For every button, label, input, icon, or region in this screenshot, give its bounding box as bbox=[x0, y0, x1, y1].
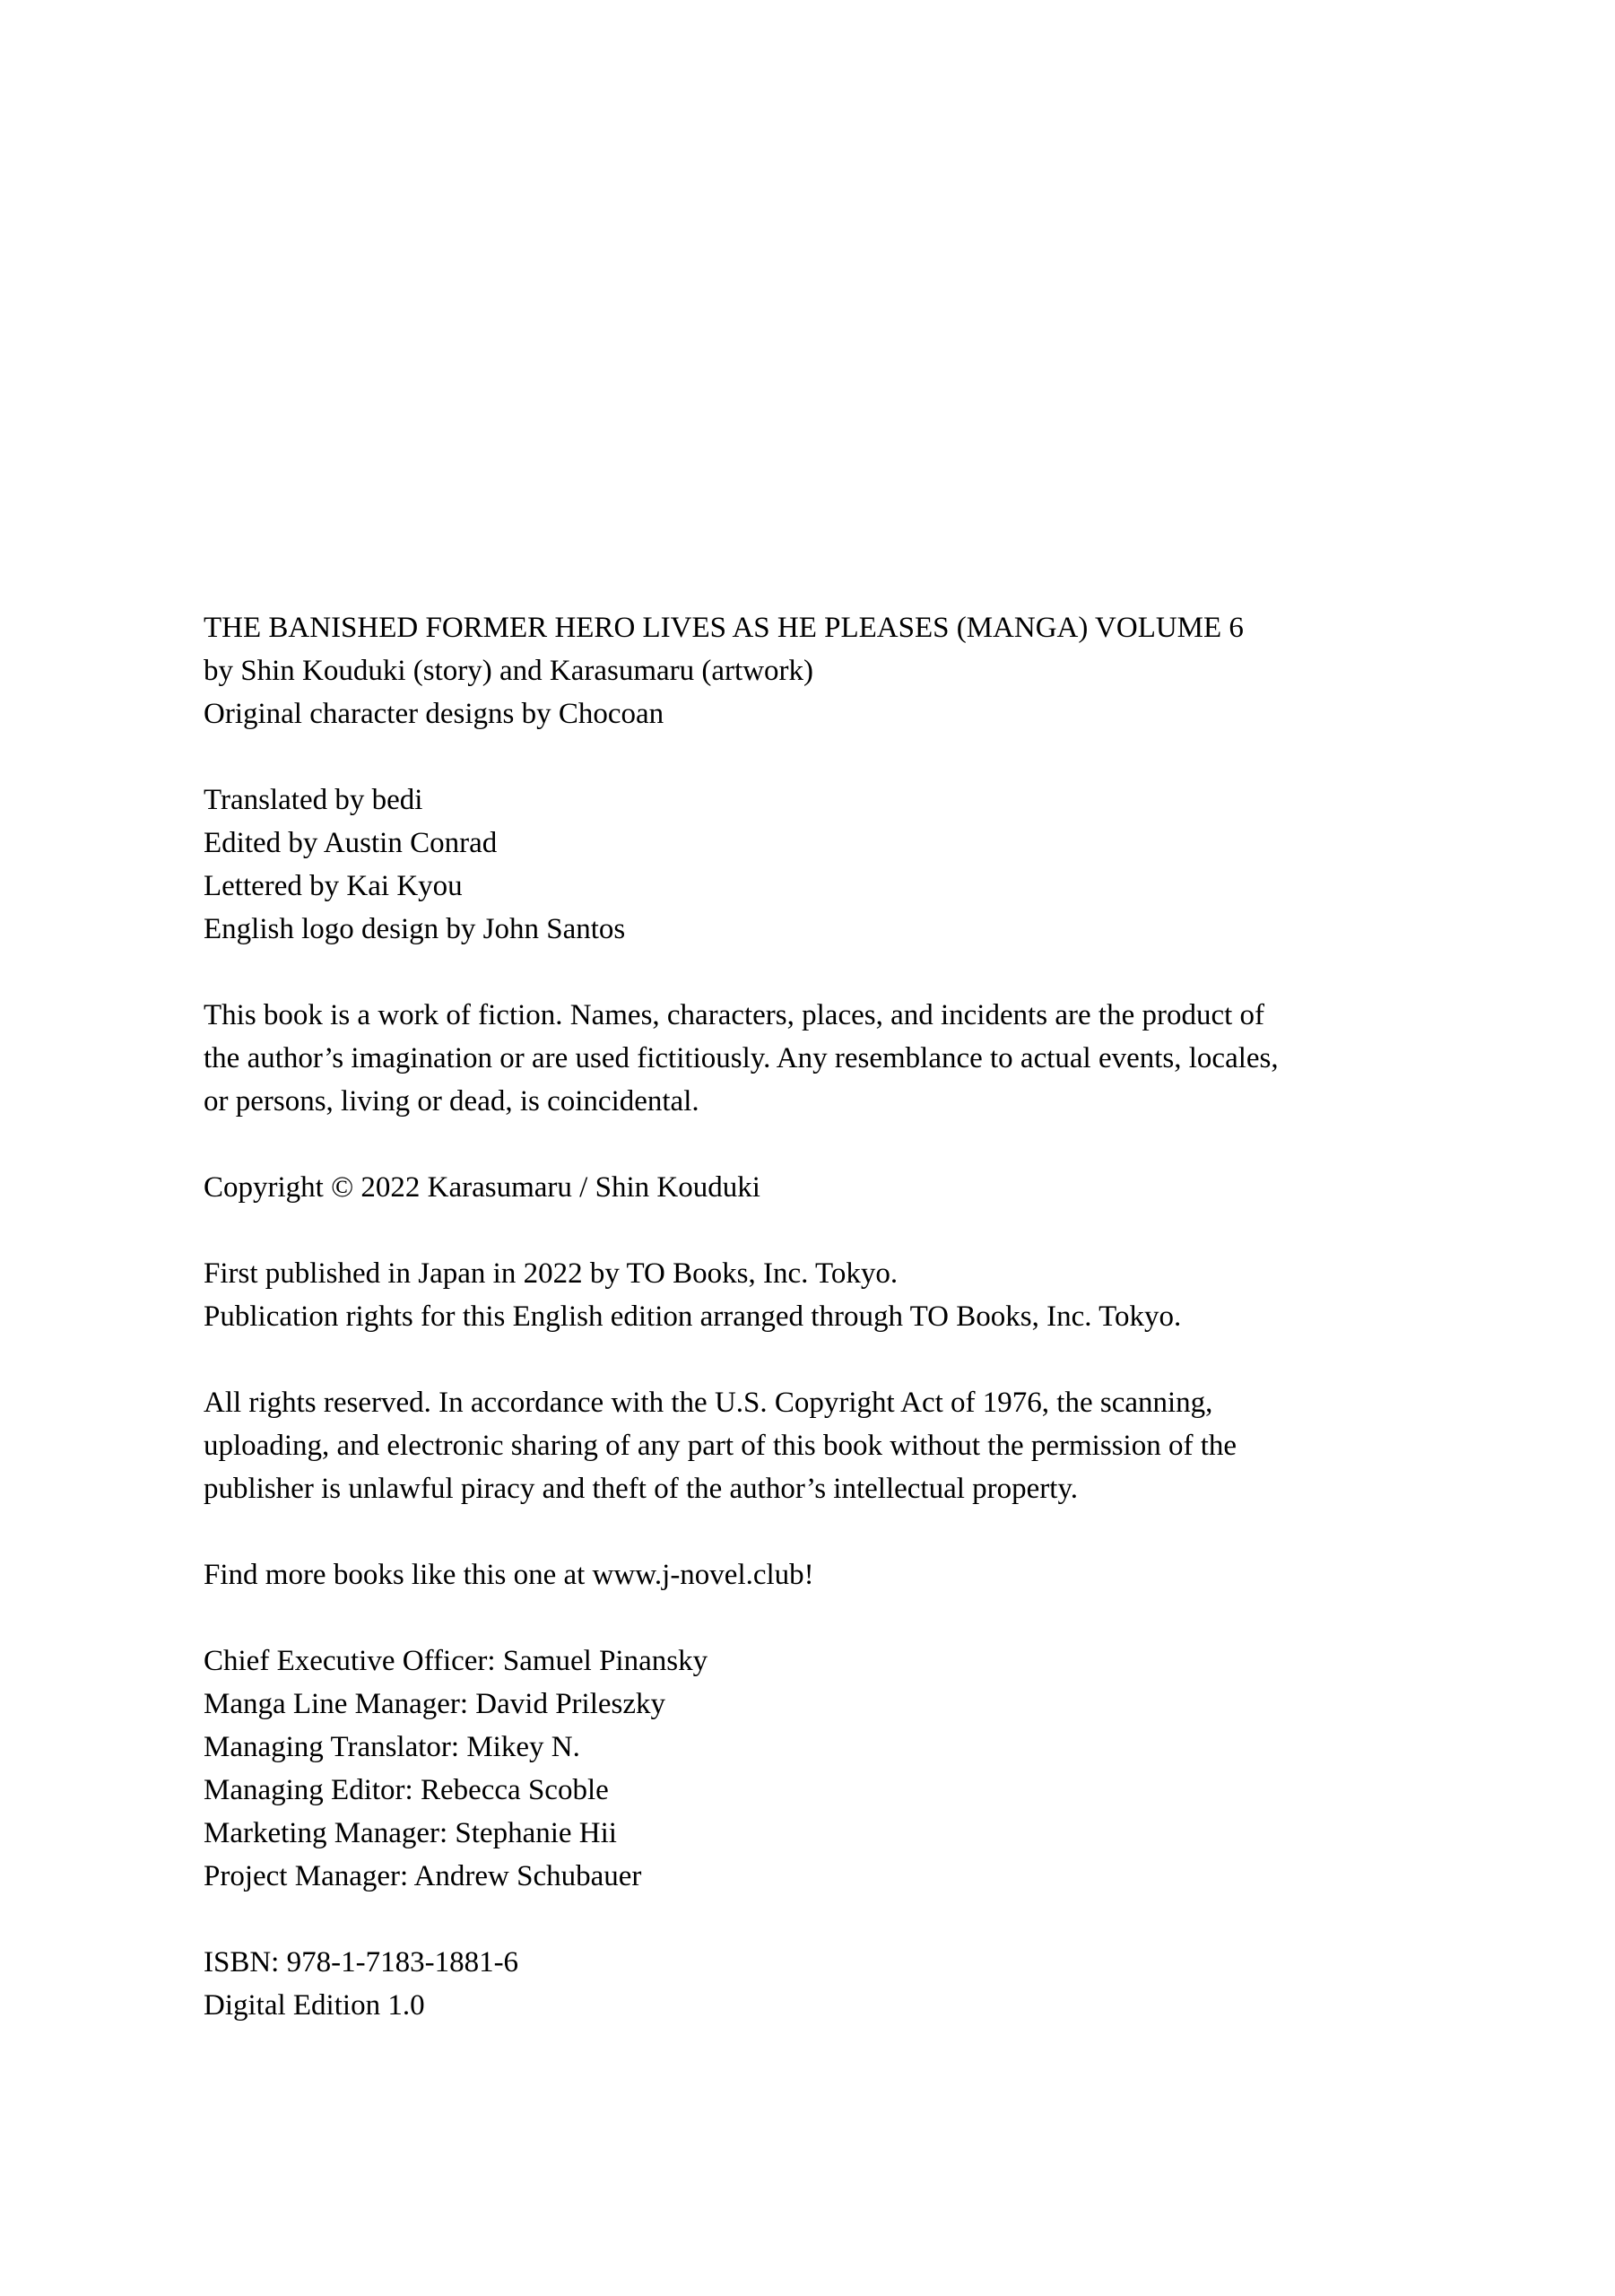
text-line: publisher is unlawful piracy and theft of the author’s intellectual property. bbox=[204, 1473, 1079, 1505]
paragraph-find-more-books bbox=[204, 1553, 1522, 1596]
text-line: All rights reserved. In accordance with the U.S. Copyright Act of 1976, the scanning, bbox=[204, 1387, 1213, 1419]
paragraph-staff-list bbox=[204, 1639, 1522, 1898]
text-line: Copyright © 2022 Karasumaru / Shin Kouduki bbox=[204, 1171, 760, 1204]
text-line: Lettered by Kai Kyou bbox=[204, 870, 463, 902]
text-line: Translated by bedi bbox=[204, 784, 423, 816]
text-line: Managing Editor: Rebecca Scoble bbox=[204, 1774, 609, 1806]
paragraph-rights-notice bbox=[204, 1381, 1522, 1510]
text-line: This book is a work of fiction. Names, characters, places, and incidents are the product of bbox=[204, 999, 1265, 1031]
paragraph-copyright-line bbox=[204, 1166, 1522, 1209]
text-line: Project Manager: Andrew Schubauer bbox=[204, 1860, 642, 1892]
paragraph-fiction-disclaimer bbox=[204, 994, 1522, 1123]
text-line: Original character designs by Chocoan bbox=[204, 698, 664, 730]
text-line: uploading, and electronic sharing of any part of this book without the permission of the bbox=[204, 1430, 1237, 1462]
text-line: ISBN: 978-1-7183-1881-6 bbox=[204, 1946, 519, 1979]
text-line: or persons, living or dead, is coincidental. bbox=[204, 1085, 699, 1118]
text-line: Edited by Austin Conrad bbox=[204, 827, 498, 859]
text-line: Publication rights for this English edition arranged through TO Books, Inc. Tokyo. bbox=[204, 1300, 1182, 1333]
text-line: Marketing Manager: Stephanie Hii bbox=[204, 1817, 617, 1849]
paragraph-publication-info bbox=[204, 1252, 1522, 1338]
text-line: the author’s imagination or are used fictitiously. Any resemblance to actual events, locales, bbox=[204, 1042, 1279, 1074]
text-line: THE BANISHED FORMER HERO LIVES AS HE PLEASES (MANGA) VOLUME 6 bbox=[204, 612, 1244, 644]
text-line: Digital Edition 1.0 bbox=[204, 1989, 425, 2022]
paragraph-production-credits bbox=[204, 778, 1522, 951]
text-line: by Shin Kouduki (story) and Karasumaru (artwork) bbox=[204, 655, 814, 687]
text-line: Find more books like this one at www.j-novel.club! bbox=[204, 1559, 814, 1591]
text-line: Manga Line Manager: David Prileszky bbox=[204, 1688, 666, 1720]
colophon-text bbox=[204, 606, 1522, 2027]
text-line: Managing Translator: Mikey N. bbox=[204, 1731, 580, 1763]
text-line: English logo design by John Santos bbox=[204, 913, 626, 945]
text-line: Chief Executive Officer: Samuel Pinansky bbox=[204, 1645, 708, 1677]
paragraph-edition-info bbox=[204, 1941, 1522, 2027]
paragraph-title-block bbox=[204, 606, 1522, 735]
text-line: First published in Japan in 2022 by TO Books, Inc. Tokyo. bbox=[204, 1257, 899, 1290]
